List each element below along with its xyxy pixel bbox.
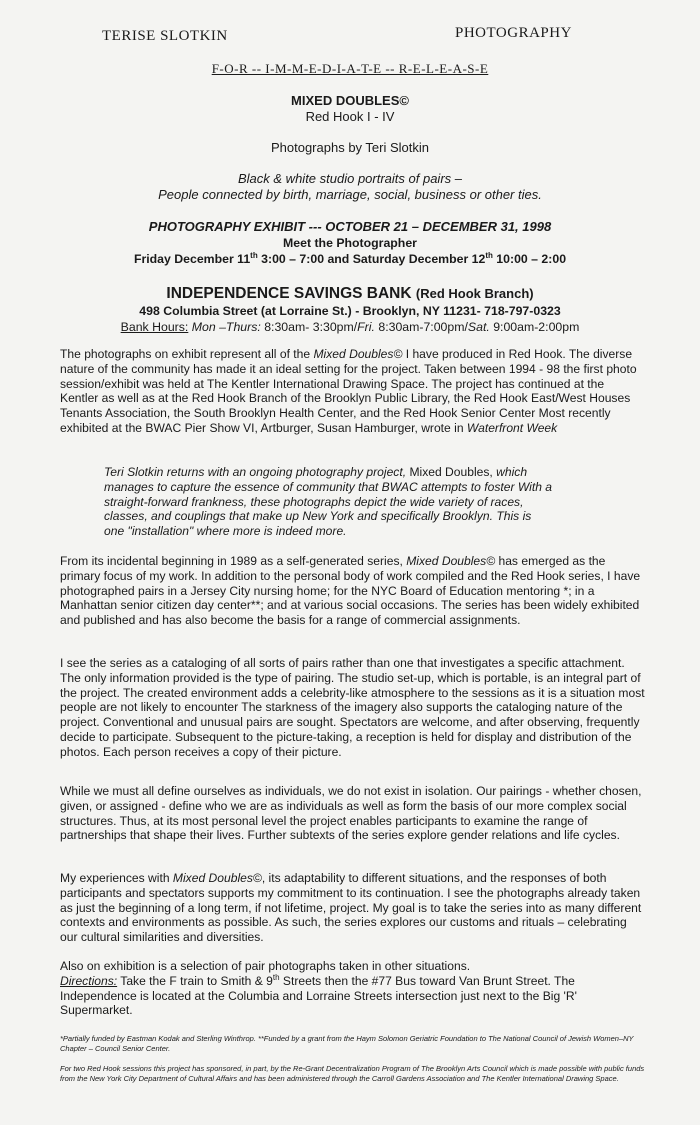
footnote-funding: *Partially funded by Eastman Kodak and Sterling Winthrop. **Funded by a grant from the Haym Solomon Geriatric Foundation to The National Council of Jewish Women–NY Chapter – Council Senior Center. bbox=[60, 1034, 634, 1053]
paragraph-intro: The photographs on exhibit represent all of the Mixed Doubles© I have produced in Red Hook. The diverse nature of the community has made it an ideal setting for the project. Taken between 1994 - 98 the first photo session/exhibit was held at The Kentler International Drawing Space. The project has continued at the Kentler as well as at the Red Hook Branch of the Brooklyn Public Library, the Red Hook East/West Houses Tenants Association, the South Brooklyn Health Center, and the Red Hook Senior Center Most recently exhibited at the BWAC Pier Show VI, Artburger, Susan Hamburger, wrote in Waterfront Week bbox=[60, 347, 637, 435]
exhibit-dates bbox=[0, 219, 700, 235]
meet-schedule: Friday December 11th 3:00 – 7:00 and Saturday December 12th 10:00 – 2:00 bbox=[133, 250, 567, 266]
paragraph-experiences: My experiences with Mixed Doubles©, its adaptability to different situations, and the responses of both participants and spectators supports my commitment to its continuation. I see the photographs already taken as just the beginning of a long term, if not lifetime, project. My goal is to take the series into as many different contexts and environments as possible. As such, the series explores our customs and rituals – celebrating our cultural similarities and diversities. bbox=[60, 871, 642, 945]
exhibit-subtitle: Red Hook I - IV bbox=[305, 109, 395, 124]
venue-address: 498 Columbia Street (at Lorraine St.) - Brooklyn, NY 11231- 718-797-0323 bbox=[139, 304, 561, 318]
bank-hours: Bank Hours: Mon –Thurs: 8:30am- 3:30pm/Fri. 8:30am-7:00pm/Sat. 9:00am-2:00pm bbox=[120, 320, 580, 334]
paragraph-directions: Also on exhibition is a selection of pair photographs taken in other situations. Directions: Take the F train to Smith & 9th Streets then the #77 Bus toward Van Brunt Street. The Independence is located at the Columbia and Lorraine Streets intersection just next to the Big 'R' Supermarket. bbox=[60, 959, 577, 1018]
letterhead-photography: PHOTOGRAPHY bbox=[455, 25, 572, 41]
tagline-2: People connected by birth, marriage, social, business or other ties. bbox=[158, 187, 542, 202]
meet-photographer: Meet the Photographer bbox=[283, 236, 417, 250]
exhibit-label: PHOTOGRAPHY EXHIBIT --- bbox=[148, 219, 322, 234]
exhibit-date-range: OCTOBER 21 – DECEMBER 31, 1998 bbox=[325, 219, 552, 234]
byline: Photographs by Teri Slotkin bbox=[270, 140, 430, 155]
review-quote: Teri Slotkin returns with an ongoing photography project, Mixed Doubles, which manages to capture the essence of community that BWAC attempts to foster With a straight-forward frankness, these photographs depict the wide variety of races, classes, and couplings that make up New York and specifically Brooklyn. This is one "installation" where more is indeed more. bbox=[104, 465, 553, 539]
letterhead-name: TERISE SLOTKIN bbox=[102, 28, 228, 44]
tagline-1: Black & white studio portraits of pairs – bbox=[238, 171, 462, 186]
exhibit-title: MIXED DOUBLES© bbox=[291, 93, 409, 108]
paragraph-cataloging: I see the series as a cataloging of all sorts of pairs rather than one that investigates a specific attachment. The only information provided is the type of pairing. The studio set-up, which is portable, is an integral part of the project. The created environment adds a celebrity-like atmosphere to the sessions as it is a situation most people are not likely to encounter The starkness of the imagery also supports the cataloging nature of the project. Conventional and unusual pairs are sought. Spectators are welcome, and after observing, frequently decide to participate. Subsequent to the picture-taking, a reception is held for display and distribution of the photos. Each person receives a copy of their picture. bbox=[60, 656, 645, 759]
paragraph-pairings: While we must all define ourselves as individuals, we do not exist in isolation. Our pairings - whether chosen, given, or assigned - define who we are as individuals as well as form the basis of our more complex social structures. Thus, at its most personal level the project enables participants to examine the range of partnerships that shape their lives. Further subtexts of the series explore gender relations and life cycles. bbox=[60, 784, 642, 843]
paragraph-history: From its incidental beginning in 1989 as a self-generated series, Mixed Doubles© has emerged as the primary focus of my work. In addition to the personal body of work compiled and the Red Hook series, I have photographed pairs in a Jersey City nursing home; for the NYC Board of Education mentoring *; in a Manhattan senior citizen day center**; and at various social occasions. The series has been widely exhibited and published and has also become the basis for a range of commercial assignments. bbox=[60, 554, 641, 628]
footnote-sponsors: For two Red Hook sessions this project has sponsored, in part, by the Re-Grant Decentralization Program of The Brooklyn Arts Council which is made possible with public funds from the New York City Department of Cultural Affairs and has been administered through the Carroll Gardens Association and The Kentler International Drawing Space. bbox=[60, 1064, 645, 1083]
release-heading: F-O-R -- I-M-M-E-D-I-A-T-E -- R-E-L-E-A-S-E bbox=[211, 61, 489, 76]
venue-name: INDEPENDENCE SAVINGS BANK (Red Hook Branch) bbox=[166, 285, 534, 302]
